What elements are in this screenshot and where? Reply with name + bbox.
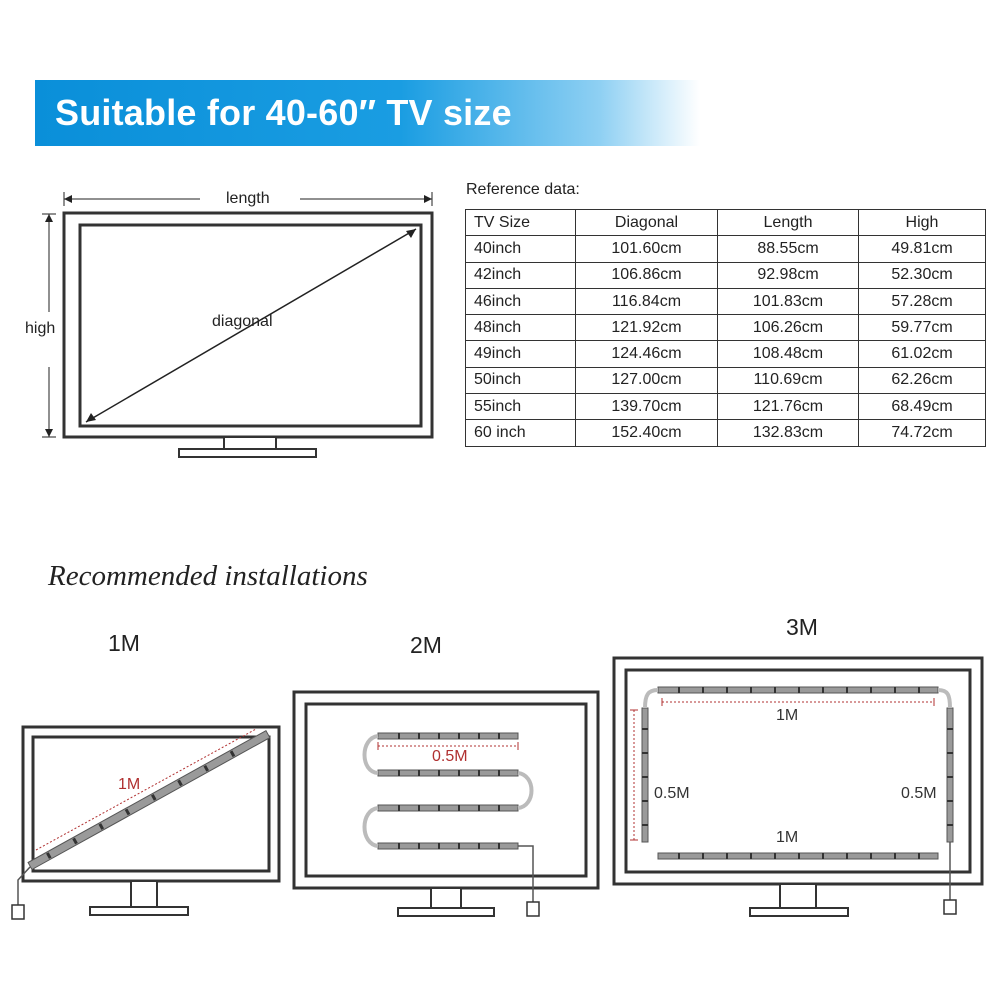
cell-diagonal: 116.84cm [576,288,718,314]
cell-diagonal: 152.40cm [576,420,718,446]
cell-diagonal: 106.86cm [576,262,718,288]
header-high: High [859,210,986,236]
cell-high: 74.72cm [859,420,986,446]
cell-diagonal: 121.92cm [576,315,718,341]
header-diagonal: Diagonal [576,210,718,236]
cell-tv-size: 40inch [466,236,576,262]
cell-tv-size: 60 inch [466,420,576,446]
cell-high: 57.28cm [859,288,986,314]
tv-2m-diagram [290,680,610,920]
table-row [466,367,986,393]
cell-length: 121.76cm [718,394,859,420]
strip-label-3m-right: 0.5M [901,785,937,802]
size-label-1m: 1M [108,630,140,656]
banner-title: Suitable for 40-60″ TV size [55,92,512,133]
usb-plug-icon [527,902,539,916]
tv-dimension-diagram [0,0,460,470]
cell-length: 88.55cm [718,236,859,262]
cell-tv-size: 49inch [466,341,576,367]
cell-diagonal: 101.60cm [576,236,718,262]
cell-tv-size: 42inch [466,262,576,288]
length-label: length [222,190,274,208]
cell-length: 92.98cm [718,262,859,288]
cell-tv-size: 46inch [466,288,576,314]
table-row [466,420,986,446]
high-label: high [25,320,56,337]
header-length: Length [718,210,859,236]
installations-title: Recommended installations [48,560,368,592]
diagonal-label: diagonal [212,313,273,330]
cell-tv-size: 55inch [466,394,576,420]
tv-1m-diagram [0,715,290,925]
cell-diagonal: 127.00cm [576,367,718,393]
size-label-2m: 2M [410,632,442,658]
strip-label-1m: 1M [118,776,141,793]
reference-caption: Reference data: [466,181,580,198]
usb-plug-icon [12,905,24,919]
header-tv-size: TV Size [466,210,576,236]
cell-tv-size: 48inch [466,315,576,341]
cell-length: 110.69cm [718,367,859,393]
cell-length: 106.26cm [718,315,859,341]
cell-tv-size: 50inch [466,367,576,393]
size-label-3m: 3M [786,614,818,640]
table-row [466,236,986,262]
cell-high: 61.02cm [859,341,986,367]
cell-high: 52.30cm [859,262,986,288]
table-row [466,341,986,367]
cell-length: 132.83cm [718,420,859,446]
table-row [466,394,986,420]
table-row [466,288,986,314]
strip-label-3m-top: 1M [776,707,799,724]
strip-label-2m: 0.5M [432,748,468,765]
strip-label-3m-left: 0.5M [654,785,690,802]
table-row [466,315,986,341]
usb-plug-icon [944,900,956,914]
table-header-row [466,210,986,236]
cell-diagonal: 124.46cm [576,341,718,367]
cell-diagonal: 139.70cm [576,394,718,420]
reference-table [465,209,986,447]
cell-high: 59.77cm [859,315,986,341]
cell-high: 68.49cm [859,394,986,420]
strip-label-3m-bottom: 1M [776,829,799,846]
cell-length: 108.48cm [718,341,859,367]
cell-high: 62.26cm [859,367,986,393]
cell-length: 101.83cm [718,288,859,314]
table-row [466,262,986,288]
cell-high: 49.81cm [859,236,986,262]
